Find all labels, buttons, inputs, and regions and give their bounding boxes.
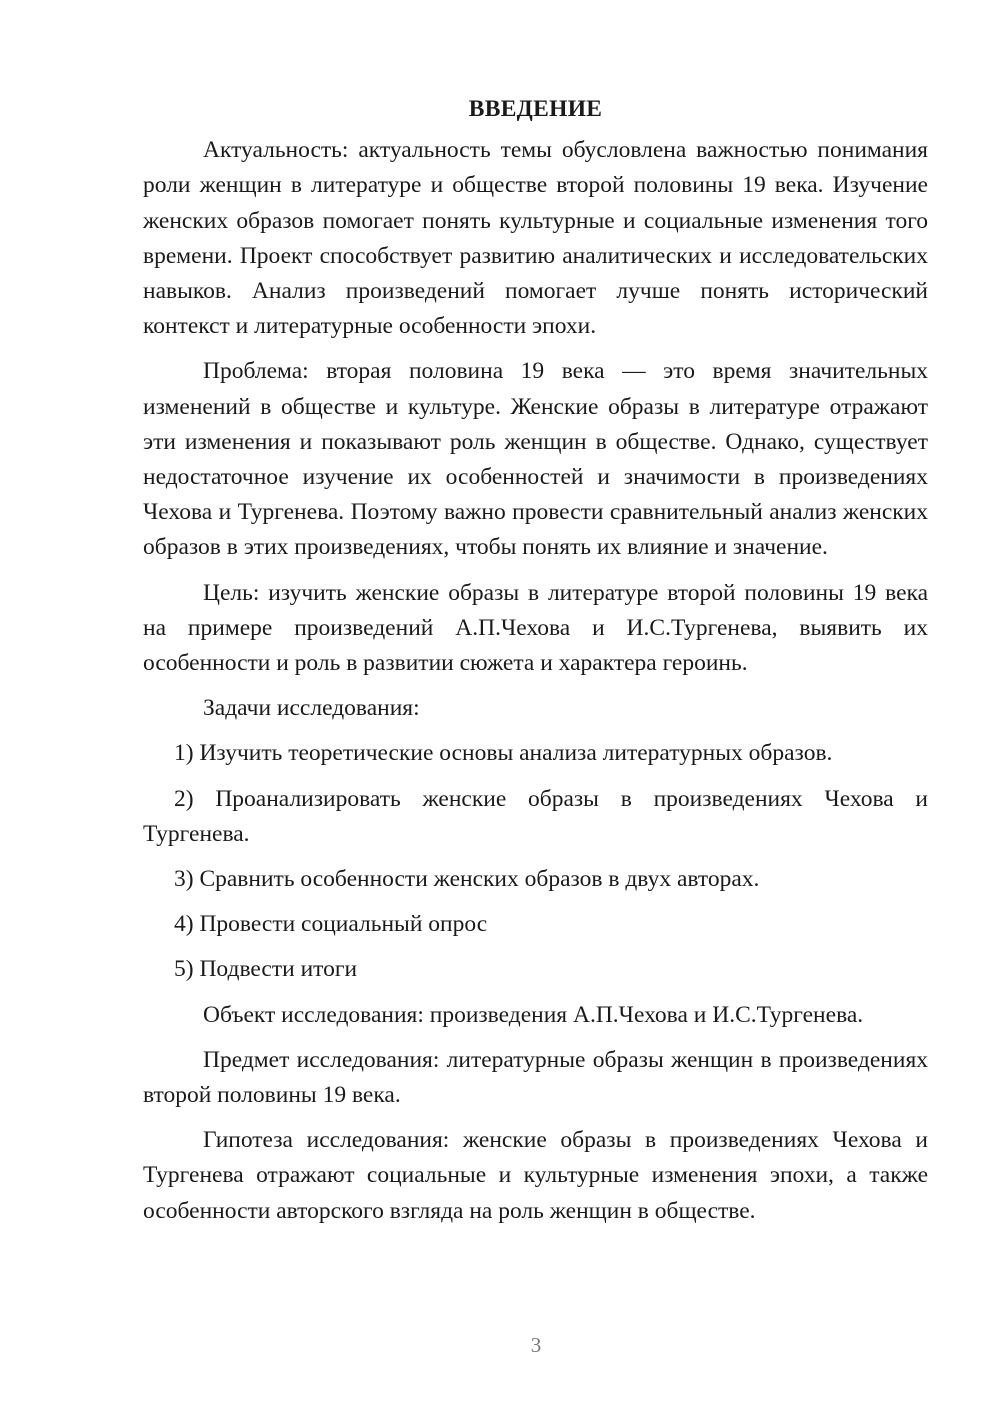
relevance-paragraph: Актуальность: актуальность темы обусловлена важностью понимания роли женщин в литературе и обществе второй половины 19 века. Изучение женских образов помогает понять культурные и социальные изменения того времени. Проект способствует развитию аналитических и исследовательских навыков. Анализ произведений помогает лучше понять исторический контекст и литературные особенности эпохи.: [143, 137, 928, 340]
section-heading: ВВЕДЕНИЕ: [468, 96, 603, 122]
goal-paragraph: Цель: изучить женские образы в литературе второй половины 19 века на примере произведений А.П.Чехова и И.С.Тургенева, выявить их особенности и роль в развитии сюжета и характера героинь.: [143, 579, 928, 677]
task-item: 2) Проанализировать женские образы в произведениях Чехова и Тургенева.: [143, 785, 928, 847]
task-item: 3) Сравнить особенности женских образов в двух авторах.: [174, 866, 760, 893]
task-item: 1) Изучить теоретические основы анализа литературных образов.: [174, 740, 833, 767]
object-paragraph: Объект исследования: произведения А.П.Чехова и И.С.Тургенева.: [203, 1001, 864, 1028]
task-item: 5) Подвести итоги: [174, 956, 358, 983]
tasks-title: Задачи исследования:: [203, 695, 420, 722]
problem-paragraph: Проблема: вторая половина 19 века — это время значительных изменений в обществе и культуре. Женские образы в литературе отражают эти изменения и показывают роль женщин в обществе. Однако, существует недостаточное изучение их особенностей и значимости в произведениях Чехова и Тургенева. Поэтому важно провести сравнительный анализ женских образов в этих произведениях, чтобы понять их влияние и значение.: [143, 358, 928, 561]
subject-paragraph: Предмет исследования: литературные образы женщин в произведениях второй половины 19 века.: [143, 1046, 928, 1109]
task-item: 4) Провести социальный опрос: [174, 911, 488, 938]
document-page: [143, 92, 928, 1239]
hypothesis-paragraph: Гипотеза исследования: женские образы в произведениях Чехова и Тургенева отражают социальные и культурные изменения эпохи, а также особенности авторского взгляда на роль женщин в обществе.: [143, 1127, 928, 1224]
page-number: 3: [530, 1333, 542, 1357]
